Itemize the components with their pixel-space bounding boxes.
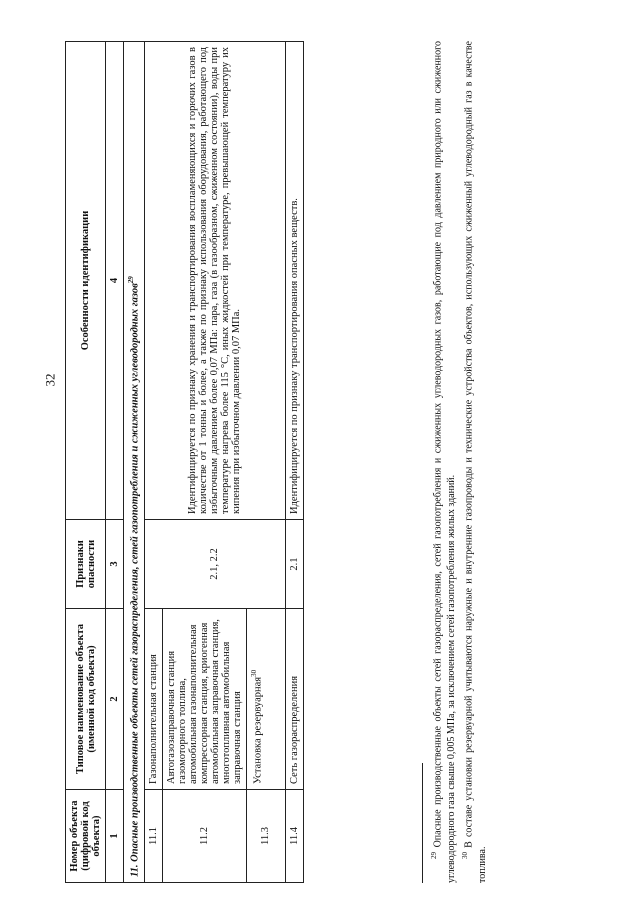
table-row xyxy=(144,42,162,883)
section-footnote-ref: 29 xyxy=(127,276,135,284)
section-row xyxy=(124,42,145,883)
row-number: 11.3 xyxy=(246,790,285,883)
col-num-3: 3 xyxy=(106,520,124,609)
row-name: Сеть газораспределения xyxy=(285,609,303,790)
footnote-text: В составе установки резервуарной учитываются наружные и внутренние газопроводы и технические устройства объектов, использующих сжиженный углеводородный газ в качестве топлива. xyxy=(463,41,489,883)
header-signs: Признаки опасности xyxy=(66,520,106,609)
table-row xyxy=(285,42,303,883)
footnote-mark: 30 xyxy=(461,852,470,859)
footnote-text: Опасные производственные объекты сетей газораспределения, сетей газопотребления и сжиженных углеводородных газов, работающие под давлением природного или сжиженного углеводородного газа свыше 0,005 МПа, за исключением сетей газопотребления жилых зданий. xyxy=(432,40,457,883)
merged-signs: 2.1, 2.2 xyxy=(144,520,285,609)
row-number: 11.2 xyxy=(162,790,246,883)
col-num-4: 4 xyxy=(106,42,124,520)
col-num-1: 1 xyxy=(106,790,124,883)
row-signs: 2.1 xyxy=(285,520,303,609)
footnote xyxy=(461,41,489,883)
row-name: Установка резервуарная xyxy=(252,676,263,784)
section-title: 11. Опасные производственные объекты сетей газораспределения, сетей газопотребления и сжиженных углеводородных газов xyxy=(129,283,141,877)
row-description: Идентифицируется по признаку транспортирования опасных веществ. xyxy=(285,42,303,520)
footnote xyxy=(430,41,458,883)
header-row xyxy=(66,42,106,883)
row-name-cell xyxy=(246,609,285,790)
header-features: Особенности идентификации xyxy=(66,42,106,520)
header-name: Типовое наименование объекта (именной код объекта) xyxy=(66,609,106,790)
row-name: Газонаполнительная станция xyxy=(144,609,162,790)
footnote-separator xyxy=(422,763,423,883)
column-number-row xyxy=(106,42,124,883)
row-number: 11.4 xyxy=(285,790,303,883)
row-number: 11.1 xyxy=(144,790,162,883)
col-num-2: 2 xyxy=(106,609,124,790)
footnote-mark: 29 xyxy=(430,852,438,859)
page-number: 32 xyxy=(42,373,58,387)
merged-description: Идентифицируется по признаку хранения и транспортирования воспламеняющихся и горючих газов в количестве от 1 тонны и более, а также по признаку использования оборудования, работающего под избыточным давлением более 0,07 МПа: пара, газа (в газообразном, сжиженном состоянии), воды при температуре нагрева более 115 °С, иных жидкостей при температуре, превышающей температуру их кипения при избыточном давлении 0,07 МПа. xyxy=(144,42,285,520)
section-cell xyxy=(124,42,145,883)
identification-table xyxy=(65,41,304,883)
row-footnote-ref: 30 xyxy=(249,669,258,677)
header-number: Номер объекта (цифровой код объекта) xyxy=(66,790,106,883)
footnotes xyxy=(430,41,493,883)
row-name: Автогазозаправочная станция газомоторного топлива, автомобильная газонаполнительная компрессорная станция, криогенная автомобильная заправочная станция, многотопливная автомобильная заправочная станция xyxy=(162,609,246,790)
